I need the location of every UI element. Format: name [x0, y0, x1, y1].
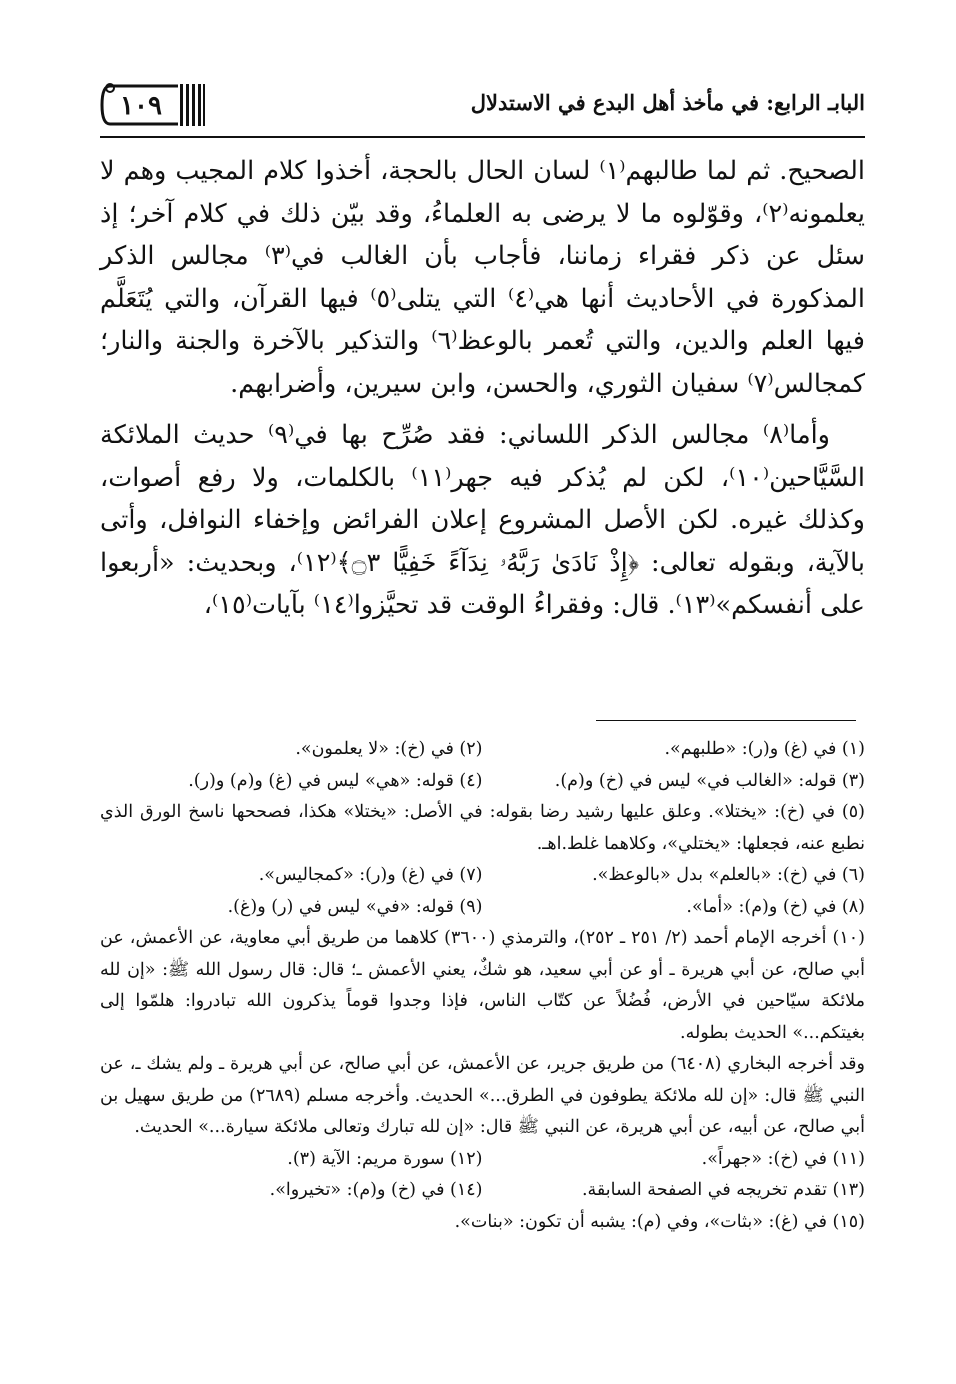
footnote: (١٣) تقدم تخريجه في الصفحة السابقة.	[581, 1180, 865, 1200]
footnote: (٧) في (غ) و(ر): «كمجاليس».	[258, 865, 483, 885]
footnote: (٢) في (خ): «لا يعلمون».	[295, 739, 483, 759]
footnote: (١٥) في (غ): «بثات»، وفي (م): يشبه أن تكون: «بنات».	[454, 1211, 865, 1232]
footnote-row	[100, 734, 865, 766]
footnote: (٤) قوله: «هي» ليس في (غ) و(م) و(ر).	[188, 770, 483, 791]
page-header	[100, 76, 865, 138]
footnote: (١) في (غ) و(ر): «طلبهم».	[664, 739, 865, 759]
footnote: (٩) قوله: «في» ليس في (ر) و(غ).	[227, 896, 483, 917]
footnote-row	[100, 1144, 865, 1176]
paragraph: وأما⁽٨⁾ مجالس الذكر اللساني: فقد صُرِّح بها في⁽٩⁾ حديث الملائكة السَّيَّاحين⁽١٠⁾، لكن لم يُذكر فيه جهر⁽١١⁾ بالكلمات، ولا رفع أصوات، وكذلك غيره. لكن الأصل المشروع إعلان الفرائض وإخفاء النوافل، وأتى بالآية، وبقوله تعالى: ﴿إِذْ نَادَىٰ رَبَّهُۥ نِدَآءً خَفِيًّا ۝٣﴾⁽١٢⁾، وبحديث: «أربعوا على أنفسكم»⁽١٣⁾. قال: وفقراءُ الوقت قد تحيَّزوا⁽١٤⁾ بآيات⁽١٥⁾،	[100, 420, 866, 620]
footnote: (١٤) في (خ) و(م): «تخيروا».	[269, 1180, 483, 1200]
footnote: (٦) في (خ): «بالعلم» بدل «بالوعظ».	[592, 865, 865, 885]
main-text	[100, 150, 865, 627]
footnote-row	[100, 860, 865, 892]
footnote-row	[100, 1175, 865, 1207]
page-number-ornament	[100, 82, 206, 128]
footnote-continuation: وقد أخرجه البخاري (٦٤٠٨) من طريق جرير، عن الأعمش، عن أبي صالح، عن أبي هريرة ـ ولم يشك ـ، عن النبي ﷺ قال: «إن لله ملائكة يطوفون في الطرق...» الحديث. وأخرجه مسلم (٢٦٨٩) من طريق سهيل بن أبي صالح، عن أبيه، عن أبي هريرة، عن النبي ﷺ قال: «إن لله تبارك وتعالى ملائكة سيارة...» الحديث.	[100, 1054, 866, 1137]
footnotes	[100, 734, 865, 1238]
footnote-row	[100, 766, 865, 798]
footnote: (١١) في (خ): «جهراً».	[701, 1148, 865, 1169]
paragraph: الصحيح. ثم لما طالبهم⁽١⁾ لسان الحال بالحجة، أخذوا كلام المجيب وهم لا يعلمونه⁽٢⁾، وقوّلوه ما لا يرضى به العلماءُ، وقد بيّن ذلك في كلام آخر؛ إذ سئل عن ذكر فقراء زماننا، فأجاب بأن الغالب في⁽٣⁾ مجالس الذكر المذكورة في الأحاديث أنها هي⁽٤⁾ التي يتلى⁽٥⁾ فيها القرآن، والتي يُتَعَلَّم فيها العلم والدين، والتي تُعمر بالوعظ⁽٦⁾ والتذكير بالآخرة والجنة والنار؛ كمجالس⁽٧⁾ سفيان الثوري، والحسن، وابن سيرين، وأضرابهم.	[100, 156, 866, 399]
footnote: (٣) قوله: «الغالب في» ليس في (خ) و(م).	[554, 770, 865, 791]
footnote-row	[100, 892, 865, 924]
page-number: ١٠٩	[120, 91, 162, 121]
footnote: (٨) في (خ) و(م): «أما».	[686, 896, 865, 917]
header-rule	[100, 136, 865, 138]
footnote: (١٠) أخرجه الإمام أحمد (٢/ ٢٥١ ـ ٢٥٢)، والترمذي (٣٦٠٠) كلاهما من طريق أبي معاوية، عن الأعمش، عن أبي صالح، عن أبي هريرة ـ أو عن أبي سعيد، هو شكٌ، يعني الأعمش ـ؛ قال: قال رسول الله ﷺ: «إن لله ملائكة سيّاحين في الأرض، فُضُلاً عن كتّاب الناس، فإذا وجدوا قوماً يذكرون الله تبادروا: هلمّوا إلى بغيتكم...» الحديث بطوله.	[100, 928, 865, 1043]
footnote: (٥) في (خ): «يختلا». وعلق عليها رشيد رضا بقوله: في الأصل: «يختلا» هكذا، فصححها ناسخ الورق الذي نطبع عنه، فجعلها: «يختلي»، وكلاهما غلط.اهـ.	[100, 802, 865, 854]
footnote: (١٢) سورة مريم: الآية (٣).	[287, 1148, 483, 1169]
running-title: البابـ الرابع: في مأخذ أهل البدع في الاستدلال	[470, 90, 865, 115]
footnote-separator	[596, 720, 856, 721]
